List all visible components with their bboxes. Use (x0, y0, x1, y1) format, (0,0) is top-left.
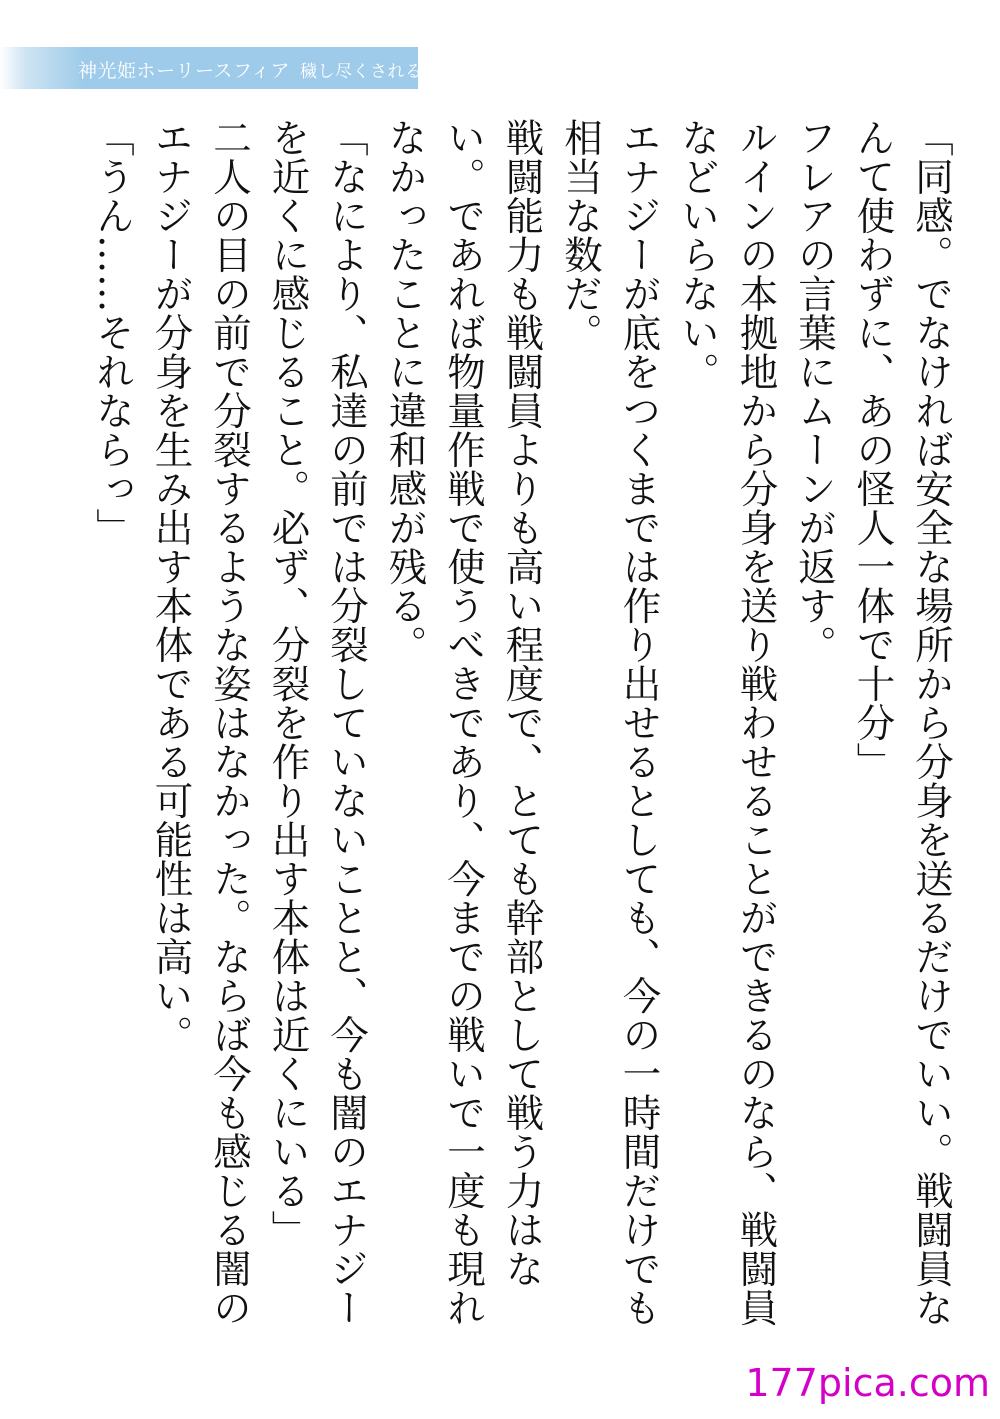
running-header (78, 56, 458, 83)
paragraph: 「うん……それならっ」 (90, 118, 135, 547)
paragraph: 戦闘能力も戦闘員よりも高い程度で、とても幹部として戦う力はない。であれば物量作戦で使うべきであり、今までの戦いで一度も現れなかったことに違和感が残る。 (382, 118, 545, 1327)
paragraph: 「なにより、私達の前では分裂していないことと、今も闇のエナジーを近くに感じること。必ず、分裂を作り出す本体は近くにいる」 (265, 118, 369, 1327)
paragraph: 「同感。でなければ安全な場所から分身を送るだけでいい。戦闘員なんて使わずに、あの怪人一体で十分」 (850, 118, 954, 1327)
paragraph: ルインの本拠地から分身を送り戦わせることができるのなら、戦闘員などいらない。 (675, 118, 779, 1327)
book-title: 神光姫ホーリースフィア (78, 60, 291, 82)
book-subtitle: 穢し尽くされる正義 (300, 62, 458, 82)
paragraph: フレアの言葉にムーンが返す。 (792, 118, 837, 664)
site-watermark: 177pica.com (745, 1361, 990, 1405)
vertical-body-text (60, 118, 960, 1348)
paragraph: エナジーが底をつくまでは作り出せるとしても、今の一時間だけでも相当な数だ。 (558, 118, 662, 1327)
paragraph: 二人の目の前で分裂するような姿はなかった。ならば今も感じる闇のエナジーが分身を生み出す本体である可能性は高い。 (148, 118, 252, 1327)
